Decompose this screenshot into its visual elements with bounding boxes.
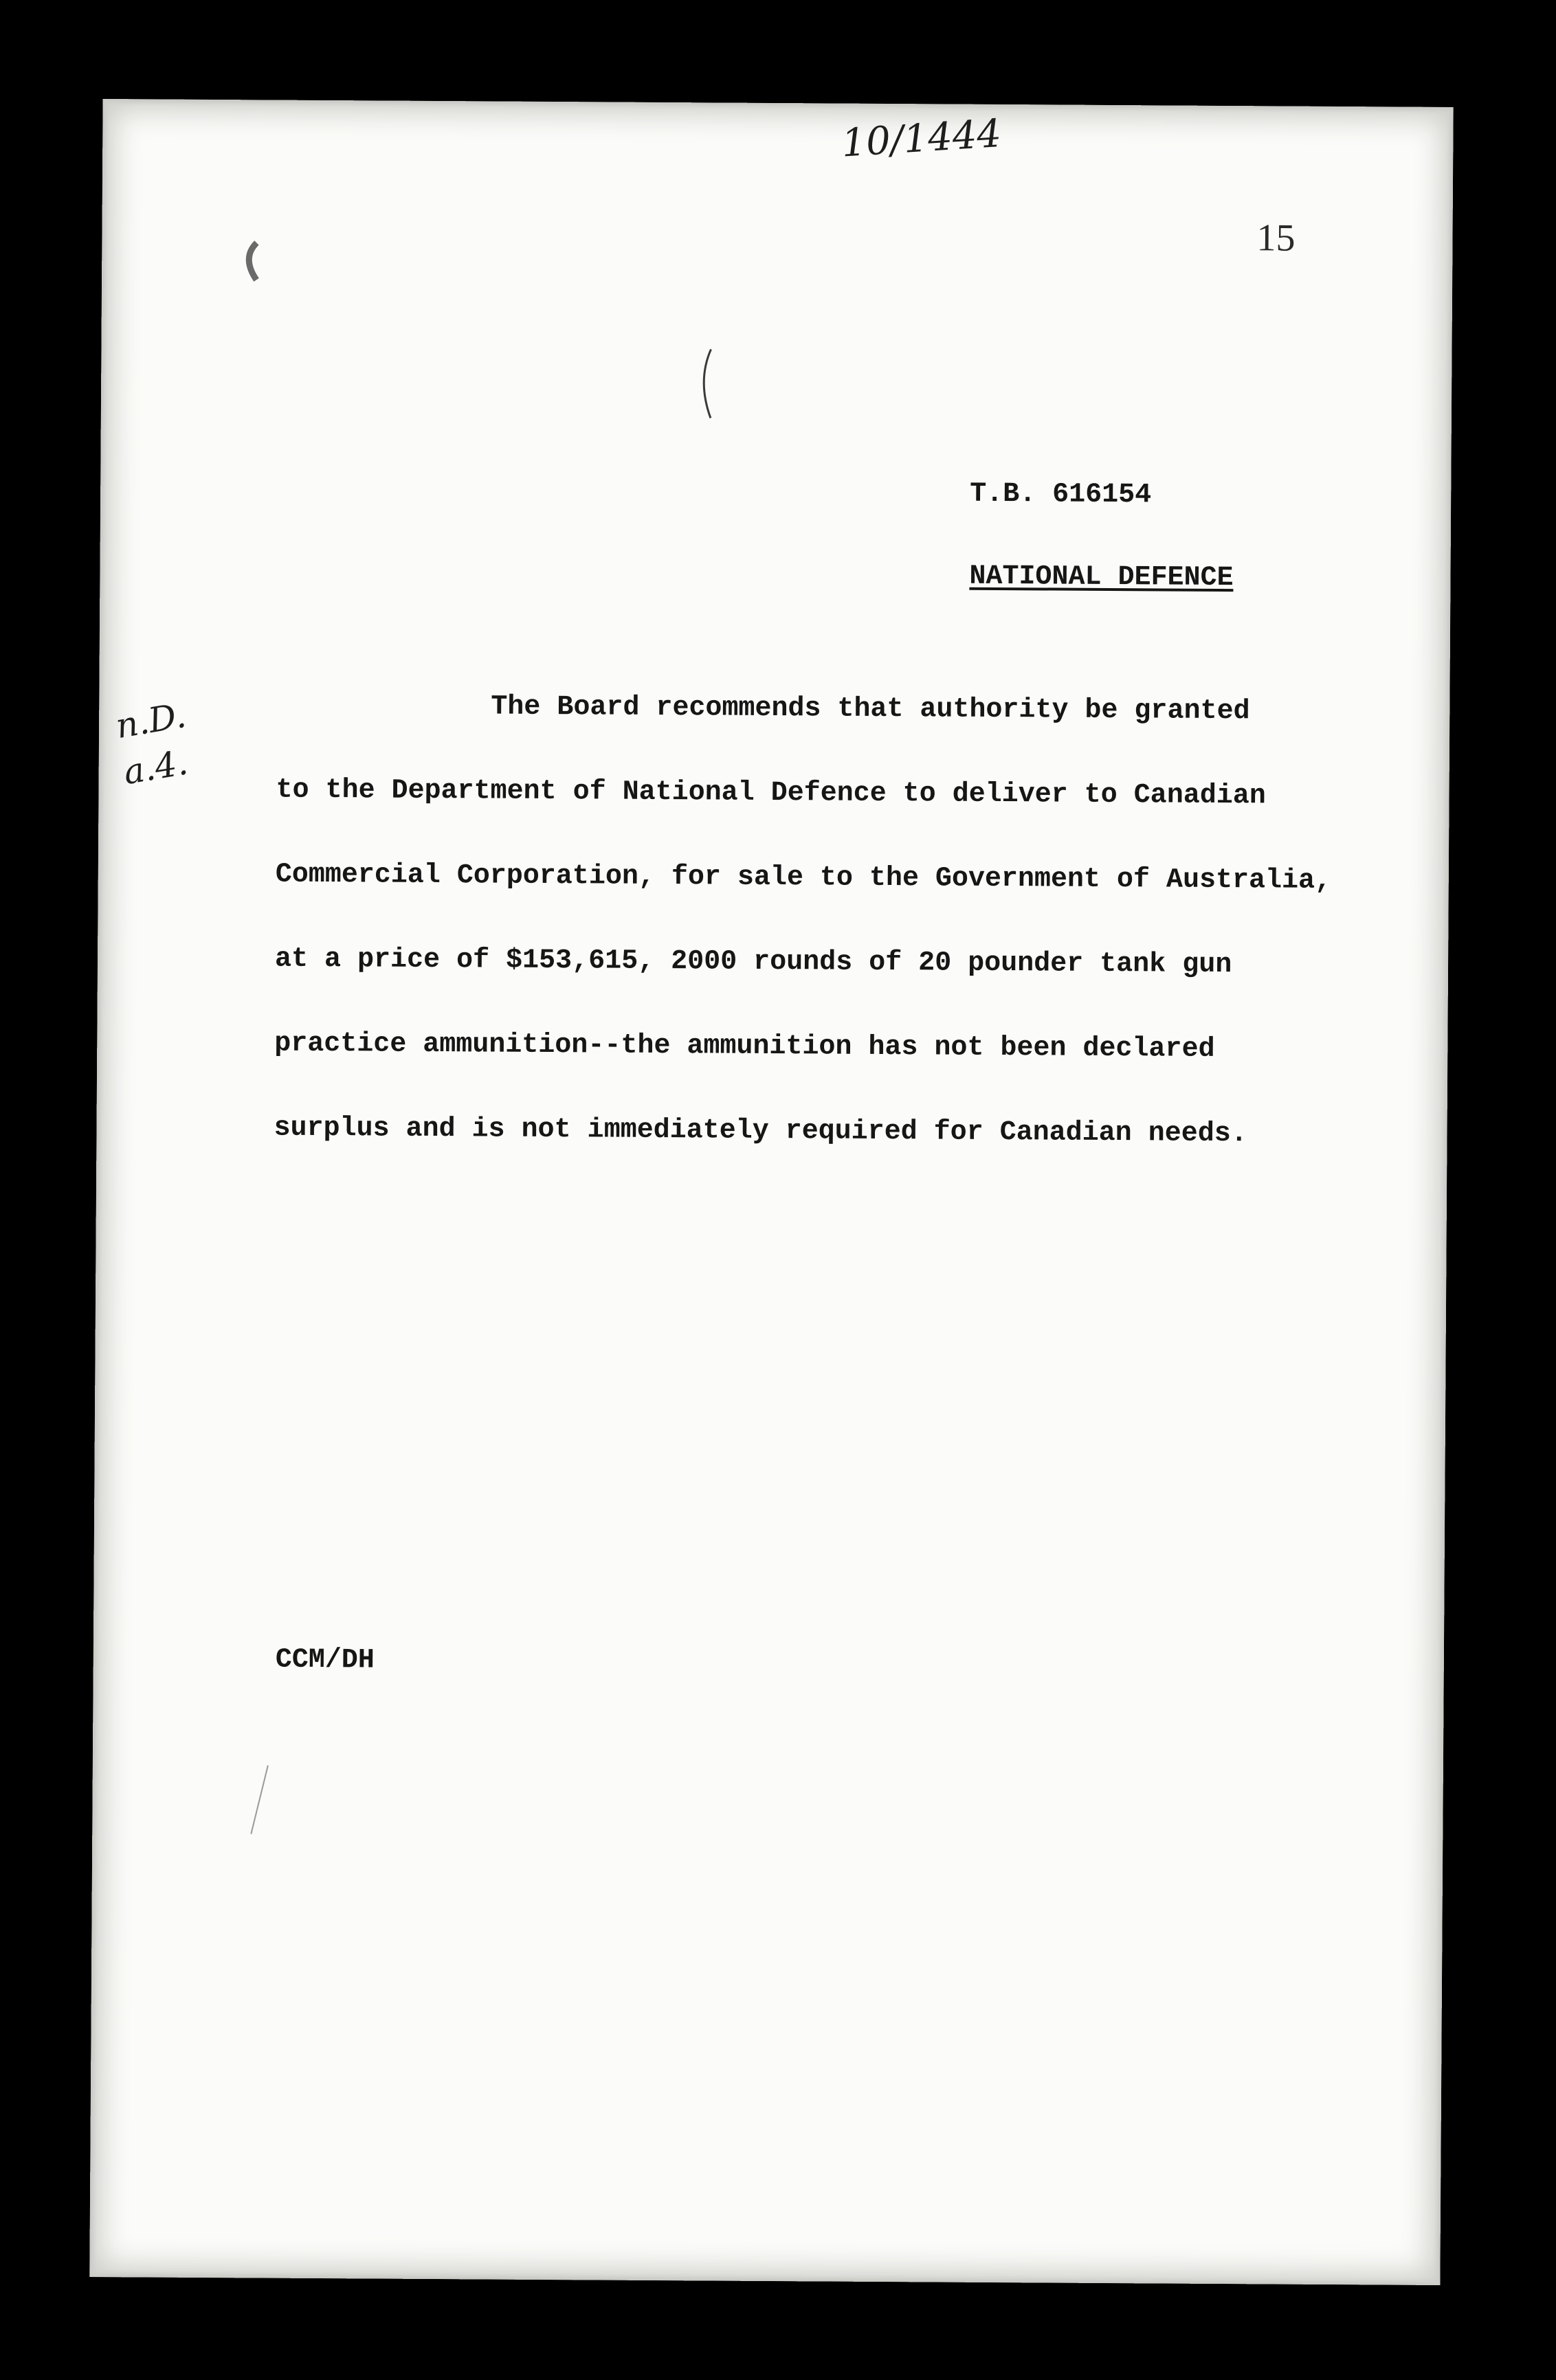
treasury-board-number: T.B. 616154	[970, 478, 1152, 511]
margin-note-line-1: n.D.	[113, 695, 189, 747]
handwritten-margin-note	[112, 692, 197, 796]
paragraph-line-3: Commercial Corporation, for sale to the Government of Australia,	[275, 859, 1332, 897]
handwritten-file-reference: 10/1444	[840, 111, 1003, 166]
pencil-stroke-mark	[247, 1762, 275, 1838]
paragraph-line-1: The Board recommends that authority be granted	[276, 690, 1250, 728]
paragraph-line-2: to the Department of National Defence to deliver to Canadian	[276, 774, 1266, 812]
paragraph-line-4: at a price of $153,615, 2000 rounds of 20 pounder tank gun	[274, 943, 1232, 981]
margin-note-line-2: a.4.	[120, 742, 191, 793]
section-heading: NATIONAL DEFENCE	[969, 561, 1234, 594]
paragraph-line-6: surplus and is not immediately required for Canadian needs.	[274, 1112, 1247, 1150]
paper-sheet	[89, 99, 1453, 2285]
punch-hole-mark	[236, 237, 263, 285]
paragraph-line-5: practice ammunition--the ammunition has not been declared	[274, 1028, 1215, 1065]
recommendation-paragraph	[274, 664, 1453, 1178]
typist-initials: CCM/DH	[275, 1644, 375, 1676]
pencil-bracket-mark	[696, 346, 717, 422]
page-number: 15	[1256, 216, 1296, 260]
